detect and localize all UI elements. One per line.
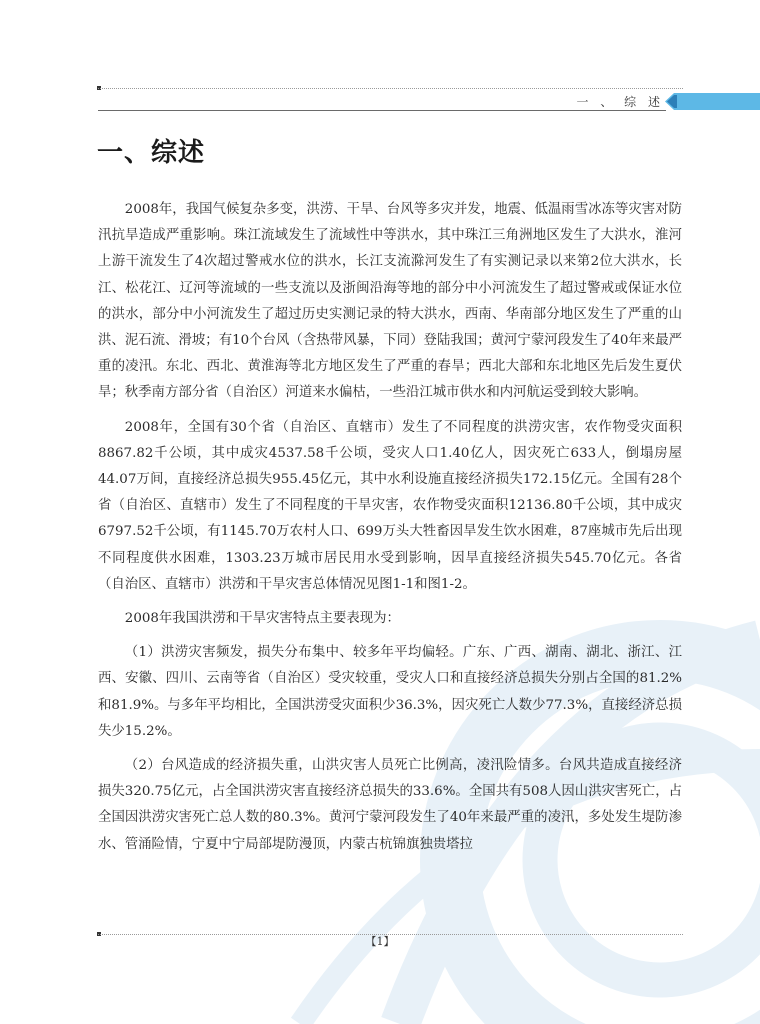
paragraph-features-intro: 2008年我国洪涝和干旱灾害特点主要表现为： [124,611,400,627]
running-header-section: 一 、 综 述 [576,95,664,109]
header-solid-rule [98,110,666,111]
header-tab-decoration [665,93,760,110]
paragraph-statistics: 2008年，全国有30个省（自治区、直辖市）发生了不同程度的洪涝灾害，农作物受灾面积8867.82千公顷，其中成灾4537.58千公顷，受灾人口1.40亿人，因灾死亡633人，倒塌房屋44.07万间，直接经济总损失955.45亿元，其中水利设施直接经济损失172.15亿元。全国有28个省（自治区、直辖市）发生了不同程度的干旱灾害，农作物受灾面积12136.80千公顷，其中成灾6797.52千公顷，有1145.70万农村人口、699万头大牲畜因旱发生饮水困难，87座城市先后出现不同程度供水困难，1303.23万城市居民用水受到影响，因旱直接经济损失545.70亿元。各省（自治区、直辖市）洪涝和干旱灾害总体情况见图1-1和图1-2。 [98,419,682,592]
paragraph-feature-1: （1）洪涝灾害频发，损失分布集中、较多年平均偏轻。广东、广西、湖南、湖北、浙江、江西、安徽、四川、云南等省（自治区）受灾较重，受灾人口和直接经济总损失分别占全国的81.2%和81.9%。与多年平均相比，全国洪涝受灾面积少36.3%，因灾死亡人数少77.3%，直接经济总损失少15.2%。 [98,645,682,739]
page-number: 【1】 [365,935,395,948]
body-text [98,197,682,866]
paragraph-feature-2: （2）台风造成的经济损失重，山洪灾害人员死亡比例高，凌汛险情多。台风共造成直接经济损失320.75亿元，占全国洪涝灾害直接经济总损失的33.6%。全国共有508人因山洪灾害死亡，占全国因洪涝灾害死亡总人数的80.3%。黄河宁蒙河段发生了40年来最严重的凌汛，多处发生堤防渗水、管涌险情，宁夏中宁局部堤防漫顶，内蒙古杭锦旗独贵塔拉 [98,758,682,852]
chapter-title: 一、综述 [97,138,206,168]
header-dotted-rule [98,88,683,89]
paragraph-overview: 2008年，我国气候复杂多变，洪涝、干旱、台风等多灾并发，地震、低温雨雪冰冻等灾害对防汛抗旱造成严重影响。珠江流域发生了流域性中等洪水，其中珠江三角洲地区发生了大洪水，淮河上游干流发生了4次超过警戒水位的洪水，长江支流滁河发生了有实测记录以来第2位大洪水，长江、松花江、辽河等流域的一些支流以及浙闽沿海等地的部分中小河流发生了超过警戒或保证水位的洪水，部分中小河流发生了超过历史实测记录的特大洪水，西南、华南部分地区发生了严重的山洪、泥石流、滑坡；有10个台风（含热带风暴，下同）登陆我国；黄河宁蒙河段发生了40年来最严重的凌汛。东北、西北、黄淮海等北方地区发生了严重的春旱；西北大部和东北地区先后发生夏伏旱；秋季南方部分省（自治区）河道来水偏枯，一些沿江城市供水和内河航运受到较大影响。 [98,202,682,401]
